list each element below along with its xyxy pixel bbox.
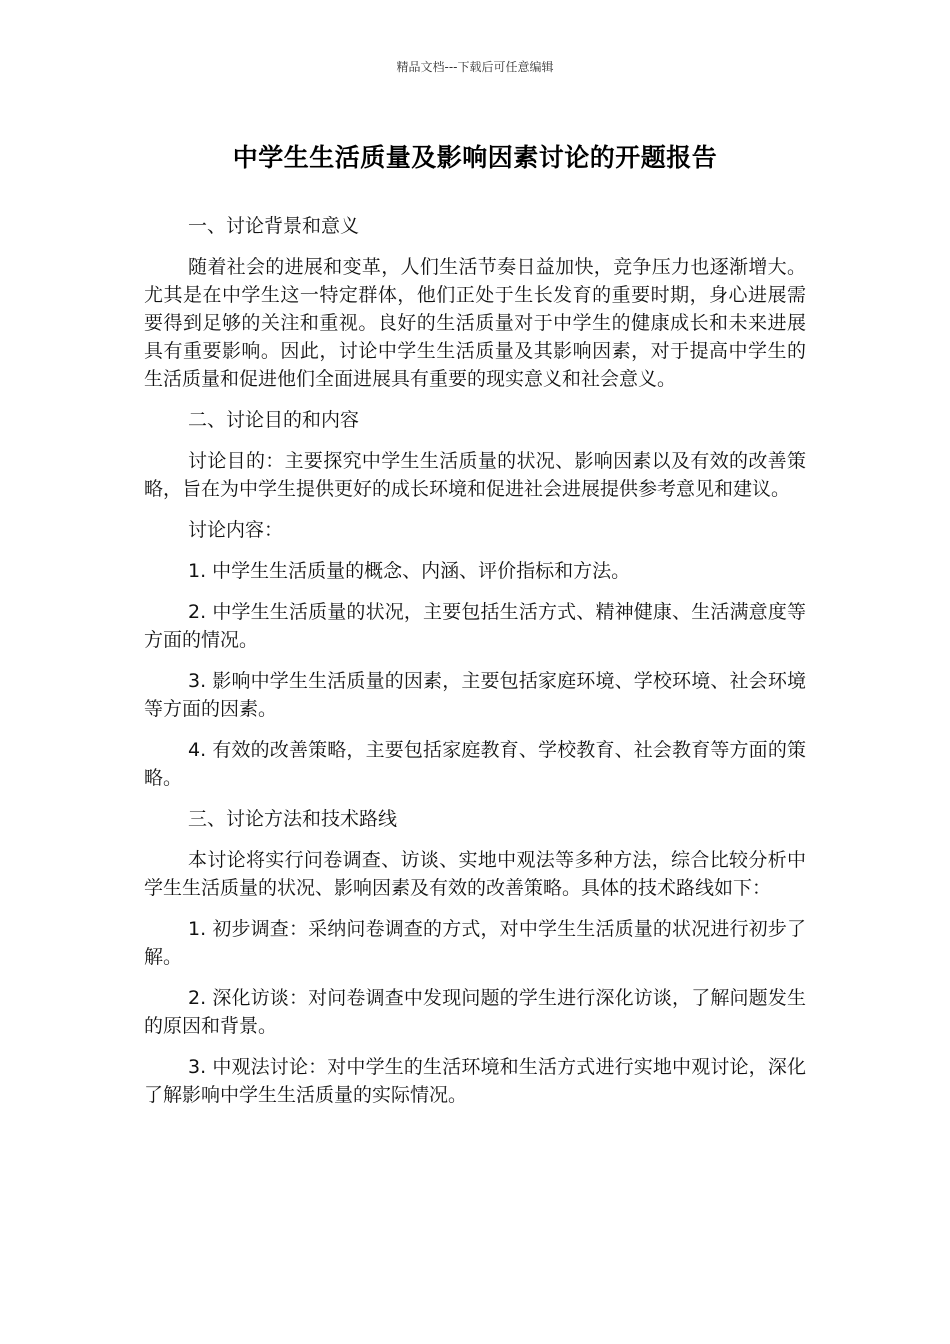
- document-title: 中学生生活质量及影响因素讨论的开题报告: [232, 143, 718, 172]
- paragraph-content-label: 讨论内容：: [188, 519, 284, 541]
- list-item-method-3: 3. 中观法讨论：对中学生的生活环境和生活方式进行实地中观讨论，深化了解影响中学生生活质量的实际情况。: [144, 1056, 806, 1106]
- section-heading-objectives: 二、讨论目的和内容: [188, 409, 360, 431]
- list-item-content-2: 2. 中学生生活质量的状况，主要包括生活方式、精神健康、生活满意度等方面的情况。: [144, 601, 806, 651]
- section-heading-methods: 三、讨论方法和技术路线: [188, 808, 398, 830]
- list-item-content-4: 4. 有效的改善策略，主要包括家庭教育、学校教育、社会教育等方面的策略。: [144, 739, 806, 789]
- paragraph-methods: 本讨论将实行问卷调查、访谈、实地中观法等多种方法，综合比较分析中学生生活质量的状况、影响因素及有效的改善策略。具体的技术路线如下：: [144, 849, 806, 899]
- document-body: [144, 212, 806, 1122]
- list-item-method-1: 1. 初步调查：采纳问卷调查的方式，对中学生生活质量的状况进行初步了解。: [144, 918, 806, 968]
- list-item-method-2: 2. 深化访谈：对问卷调查中发现问题的学生进行深化访谈，了解问题发生的原因和背景。: [144, 987, 806, 1037]
- section-heading-background: 一、讨论背景和意义: [188, 215, 360, 237]
- header-note: 精品文档---下载后可任意编辑: [396, 60, 554, 74]
- list-item-content-3: 3. 影响中学生生活质量的因素，主要包括家庭环境、学校环境、社会环境等方面的因素。: [144, 670, 806, 720]
- paragraph-objective: 讨论目的：主要探究中学生生活质量的状况、影响因素以及有效的改善策略，旨在为中学生提供更好的成长环境和促进社会进展提供参考意见和建议。: [144, 450, 806, 500]
- list-item-content-1: 1. 中学生生活质量的概念、内涵、评价指标和方法。: [188, 560, 631, 582]
- paragraph-background: 随着社会的进展和变革，人们生活节奏日益加快，竞争压力也逐渐增大。尤其是在中学生这一特定群体，他们正处于生长发育的重要时期，身心进展需要得到足够的关注和重视。良好的生活质量对于中学生的健康成长和未来进展具有重要影响。因此，讨论中学生生活质量及其影响因素，对于提高中学生的生活质量和促进他们全面进展具有重要的现实意义和社会意义。: [144, 256, 806, 390]
